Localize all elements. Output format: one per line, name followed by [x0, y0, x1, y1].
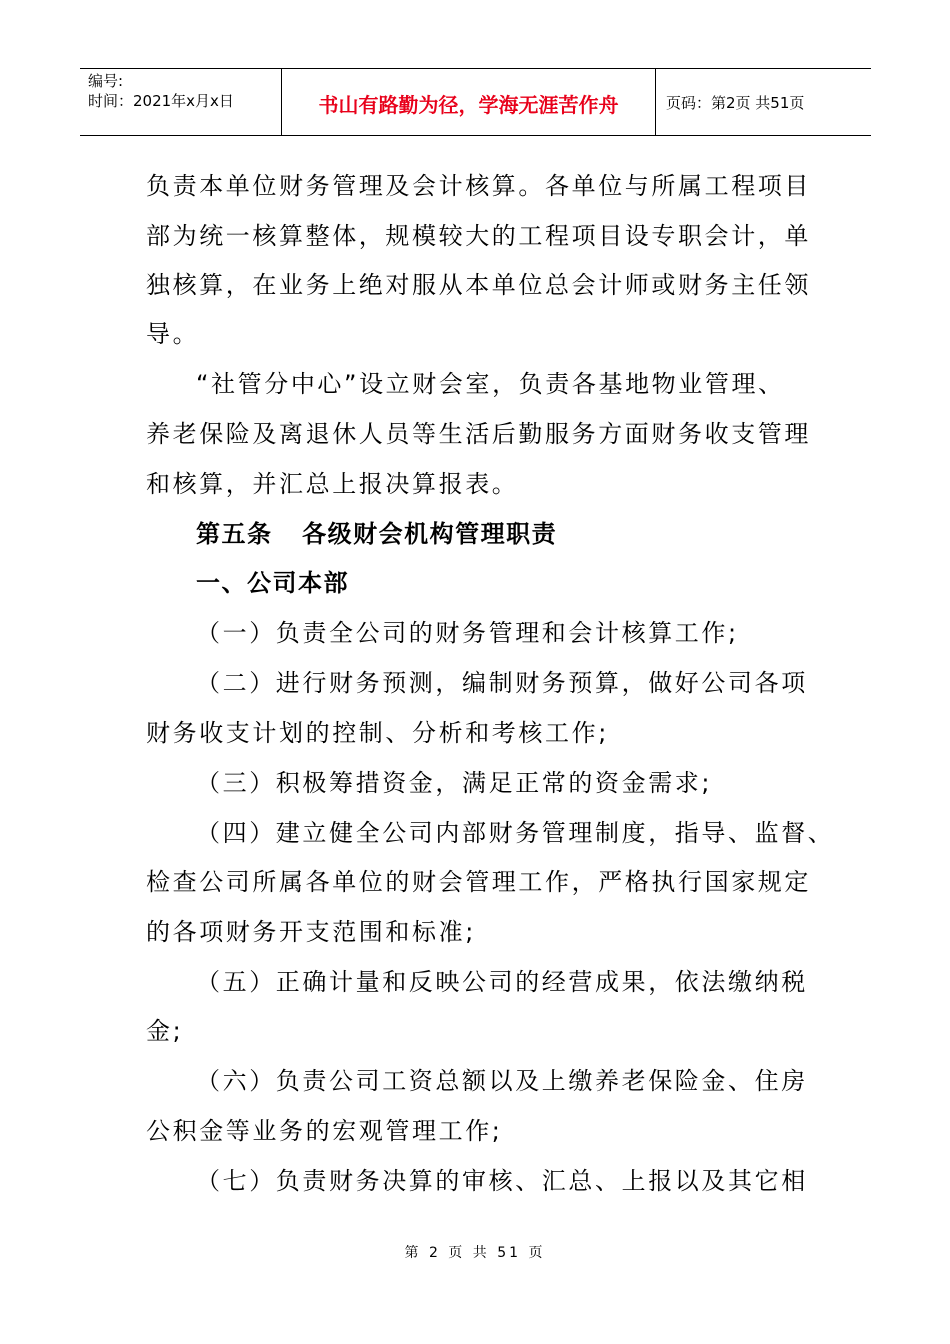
body-line: 公积金等业务的宏观管理工作; — [146, 1117, 503, 1145]
article-heading: 第五条 各级财会机构管理职责 — [196, 520, 558, 548]
body-line: 的各项财务开支范围和标准; — [146, 918, 476, 946]
header-motto: 书山有路勤为径，学海无涯苦作舟 — [318, 93, 619, 117]
body-line: “社管分中心”设立财会室，负责各基地物业管理、 — [196, 370, 785, 398]
body-line: 金; — [146, 1017, 184, 1045]
header-top-rule — [80, 68, 871, 69]
body-line: 独核算，在业务上绝对服从本单位总会计师或财务主任领 — [146, 271, 811, 299]
body-line: 和核算，并汇总上报决算报表。 — [146, 470, 519, 498]
body-line: （三）积极筹措资金，满足正常的资金需求; — [196, 769, 713, 797]
header-number-label: 编号: — [88, 72, 124, 90]
header-time-label: 时间：2021年x月x日 — [88, 92, 234, 110]
body-line: （七）负责财务决算的审核、汇总、上报以及其它相 — [196, 1167, 808, 1195]
page-footer: 第 2 页 共 51 页 — [404, 1245, 546, 1261]
header-bottom-rule — [80, 135, 871, 136]
body-line: （六）负责公司工资总额以及上缴养老保险金、住房 — [196, 1067, 808, 1095]
body-line: （二）进行财务预测，编制财务预算，做好公司各项 — [196, 669, 808, 697]
body-line: （五）正确计量和反映公司的经营成果，依法缴纳税 — [196, 968, 808, 996]
body-line: 导。 — [146, 320, 200, 348]
body-line: 财务收支计划的控制、分析和考核工作; — [146, 719, 609, 747]
body-line: 部为统一核算整体，规模较大的工程项目设专职会计，单 — [146, 222, 811, 250]
header-divider-right — [655, 68, 656, 135]
header-page-info: 页码：第2页 共51页 — [666, 94, 805, 112]
body-line: （一）负责全公司的财务管理和会计核算工作; — [196, 619, 739, 647]
body-line: （四）建立健全公司内部财务管理制度，指导、监督、 — [196, 819, 835, 847]
body-line: 负责本单位财务管理及会计核算。各单位与所属工程项目 — [146, 172, 811, 200]
body-line: 养老保险及离退休人员等生活后勤服务方面财务收支管理 — [146, 420, 811, 448]
body-line: 检查公司所属各单位的财会管理工作，严格执行国家规定 — [146, 868, 811, 896]
section-heading: 一、公司本部 — [196, 569, 349, 597]
